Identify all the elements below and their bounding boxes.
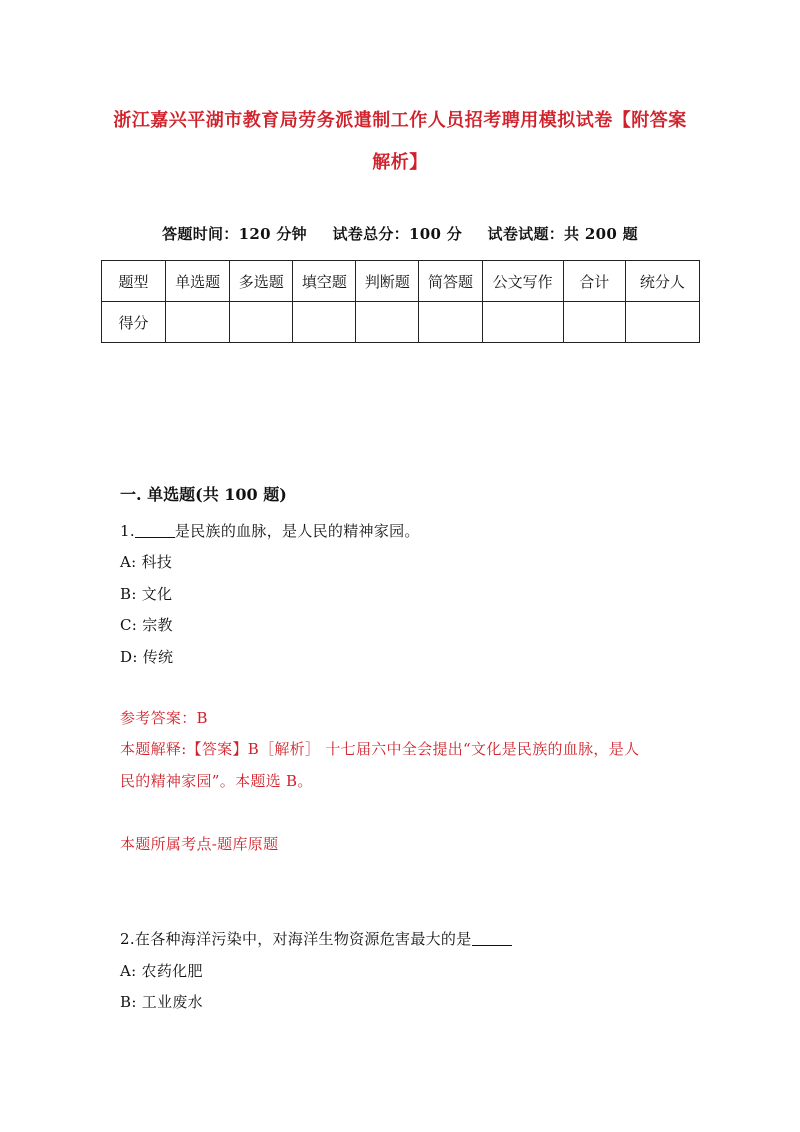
score-table-header: 简答题 xyxy=(419,261,482,302)
answer-blank xyxy=(135,523,175,538)
q1-option-b: B: 文化 xyxy=(120,585,173,603)
score-cell xyxy=(293,302,356,343)
score-cell xyxy=(230,302,293,343)
q2-option-b: B: 工业废水 xyxy=(120,993,203,1011)
exam-total-score: 试卷总分：100 分 xyxy=(332,225,463,243)
question-2-stem xyxy=(120,928,512,949)
score-table-header: 公文写作 xyxy=(482,261,563,302)
question-text: 是民族的血脉，是人民的精神家园。 xyxy=(174,522,420,540)
score-table-header: 统分人 xyxy=(625,261,699,302)
exam-time: 答题时间：120 分钟 xyxy=(162,225,307,243)
score-cell xyxy=(419,302,482,343)
q1-option-c: C: 宗教 xyxy=(120,616,173,634)
q1-option-d: D: 传统 xyxy=(120,648,174,666)
score-row-label: 得分 xyxy=(102,302,166,343)
score-table-header: 判断题 xyxy=(356,261,419,302)
document-title: 浙江嘉兴平湖市教育局劳务派遣制工作人员招考聘用模拟试卷【附答案解析】 xyxy=(113,110,687,173)
q2-option-a: A: 农药化肥 xyxy=(120,962,203,980)
score-table-header: 多选题 xyxy=(230,261,293,302)
q1-explanation-line-2: 民的精神家园”。本题选 B。 xyxy=(120,772,313,790)
question-text: 2.在各种海洋污染中，对海洋生物资源危害最大的是 xyxy=(120,930,472,948)
question-number: 1. xyxy=(120,522,135,540)
score-table-score-row xyxy=(102,302,700,343)
score-table-header: 填空题 xyxy=(293,261,356,302)
exam-info xyxy=(0,223,800,244)
score-table-header: 合计 xyxy=(563,261,625,302)
score-table-header: 单选题 xyxy=(166,261,230,302)
score-table-header: 题型 xyxy=(102,261,166,302)
q1-explanation-line-1: 本题解释:【答案】B［解析］ 十七届六中全会提出“文化是民族的血脉，是人 xyxy=(120,740,640,758)
q1-topic: 本题所属考点-题库原题 xyxy=(120,835,279,853)
score-table-header-row xyxy=(102,261,700,302)
question-1-stem xyxy=(120,520,420,541)
score-cell xyxy=(625,302,699,343)
score-cell xyxy=(482,302,563,343)
score-cell xyxy=(563,302,625,343)
score-cell xyxy=(356,302,419,343)
exam-question-count: 试卷试题：共 200 题 xyxy=(487,225,638,243)
section-title: 一. 单选题(共 100 题) xyxy=(120,485,287,504)
answer-blank xyxy=(472,931,512,946)
score-cell xyxy=(166,302,230,343)
q1-option-a: A: 科技 xyxy=(120,553,173,571)
q1-answer: 参考答案：B xyxy=(120,709,208,727)
score-table xyxy=(101,260,700,343)
